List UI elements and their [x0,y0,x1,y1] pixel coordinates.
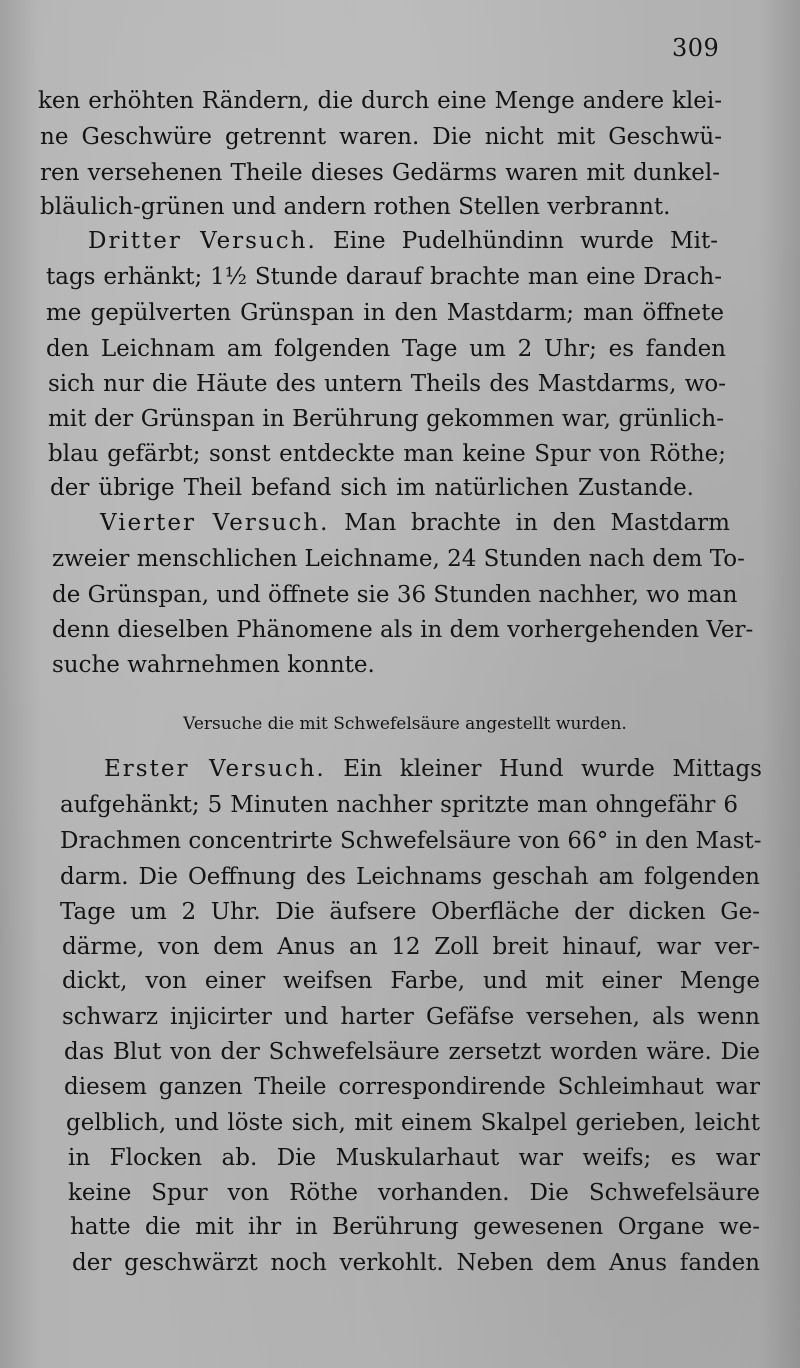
text-line: blau gefärbt; sonst entdeckte man keine Spur von Röthe; [48,441,726,467]
text-line: gelblich, und löste sich, mit einem Skalpel gerieben, leicht [66,1110,760,1136]
text-line: der übrige Theil befand sich im natürlichen Zustande. [50,475,694,501]
text-line: der geschwärzt noch verkohlt. Neben dem Anus fanden [72,1250,760,1276]
text-line: dickt, von einer weifsen Farbe, und mit einer Menge [62,968,760,994]
section-heading: Versuche die mit Schwefelsäure angestellt wurden. [183,714,627,734]
text-line: Tage um 2 Uhr. Die äufsere Oberfläche der dicken Ge- [60,899,760,925]
text-line: de Grünspan, und öffnete sie 36 Stunden nachher, wo man [52,582,738,608]
text-line: sich nur die Häute des untern Theils des Mastdarms, wo- [48,371,726,397]
text-line: schwarz injicirter und harter Gefäfse versehen, als wenn [62,1004,760,1030]
page-number: 309 [672,34,720,62]
text-line: aufgehänkt; 5 Minuten nachher spritzte man ohngefähr 6 [60,792,738,818]
text-line: ren versehenen Theile dieses Gedärms waren mit dunkel- [40,160,720,186]
section-intro-line: Erster Versuch. Ein kleiner Hund wurde Mittags [104,756,762,782]
text-line: denn dieselben Phänomene als in dem vorhergehenden Ver- [52,617,754,643]
text-line: Drachmen concentrirte Schwefelsäure von 66° in den Mast- [60,828,762,854]
text-line: ne Geschwüre getrennt waren. Die nicht mit Geschwü- [40,124,722,150]
text-line: den Leichnam am folgenden Tage um 2 Uhr; es fanden [46,336,726,362]
text-line: tags erhänkt; 1½ Stunde darauf brachte man eine Drach- [46,264,722,290]
text-line: ken erhöhten Rändern, die durch eine Menge andere klei- [38,88,722,114]
text-line: bläulich-grünen und andern rothen Stellen verbrannt. [40,194,671,220]
text-line: me gepülverten Grünspan in den Mastdarm; man öffnete [46,300,724,326]
text-line: hatte die mit ihr in Berührung gewesenen Organe we- [70,1214,760,1240]
section-intro-line: Vierter Versuch. Man brachte in den Mastdarm [100,510,730,536]
text-line: zweier menschlichen Leichname, 24 Stunden nach dem To- [52,546,745,572]
text-line: darm. Die Oeffnung des Leichnams geschah am folgenden [60,864,760,890]
text-line: mit der Grünspan in Berührung gekommen war, grünlich- [48,406,724,432]
text-line: därme, von dem Anus an 12 Zoll breit hinauf, war ver- [62,934,760,960]
text-line: suche wahrnehmen konnte. [52,652,375,678]
text-line: diesem ganzen Theile correspondirende Schleimhaut war [64,1074,760,1100]
text-line: in Flocken ab. Die Muskularhaut war weifs; es war [68,1145,760,1171]
section-intro-line: Dritter Versuch. Eine Pudelhündinn wurde Mit- [88,228,719,254]
text-line: das Blut von der Schwefelsäure zersetzt worden wäre. Die [64,1039,760,1065]
text-line: keine Spur von Röthe vorhanden. Die Schwefelsäure [68,1180,760,1206]
